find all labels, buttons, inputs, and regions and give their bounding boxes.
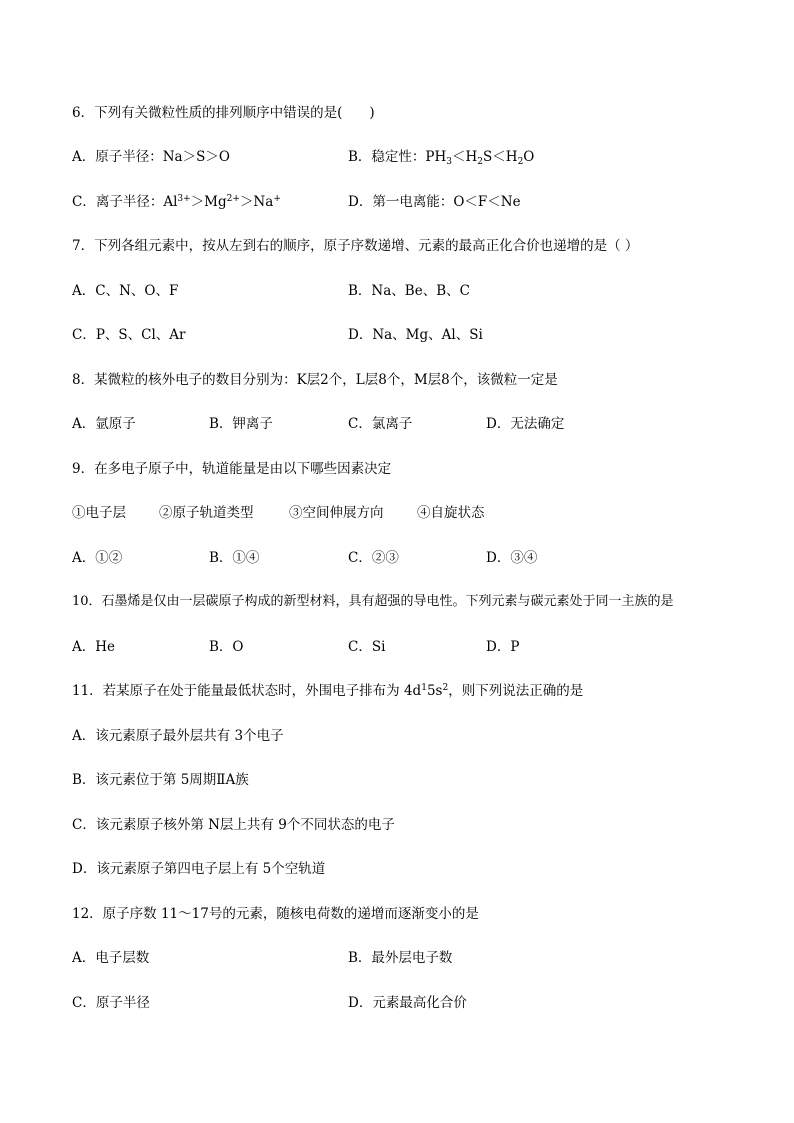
question-10-stem: 10．石墨烯是仅由一层碳原子构成的新型材料，具有超强的导电性。下列元素与碳元素处于同一主族的是	[72, 594, 674, 609]
q7-option-d: D．Na、Mg、Al、Si	[348, 327, 483, 343]
q11-option-b: B．该元素位于第 5周期ⅡA族	[72, 772, 249, 788]
q11-option-a: A．该元素原子最外层共有 3个电子	[72, 728, 284, 744]
question-9-stem: 9．在多电子原子中，轨道能量是由以下哪些因素决定	[72, 461, 392, 477]
q8-option-a: A．氩原子	[72, 416, 136, 432]
question-7-stem: 7．下列各组元素中，按从左到右的顺序，原子序数递增、元素的最高正化合价也递增的是（ ）	[72, 238, 639, 254]
q12-option-d: D．元素最高化合价	[348, 995, 467, 1011]
question-12-stem: 12．原子序数 11～17号的元素，随核电荷数的递增而逐渐变小的是	[72, 906, 479, 922]
q6-option-c: C．离子半径：$Al^{3+}>Mg^{2+}>Na^+$	[72, 194, 281, 210]
question-8-stem: 8．某微粒的核外电子的数目分别为：K层2个，L层8个，M层8个，该微粒一定是	[72, 372, 558, 388]
q7-option-c: C．P、S、Cl、Ar	[72, 327, 186, 343]
q9-factor-2: ②原子轨道类型	[159, 505, 254, 521]
q7-option-a: A．C、N、O、F	[72, 283, 179, 299]
q12-option-a: A．电子层数	[72, 950, 150, 966]
q10-option-d: D．P	[486, 639, 520, 655]
q9-factor-1: ①电子层	[72, 505, 126, 521]
q8-option-c: C．氯离子	[348, 416, 413, 432]
q6-option-d: D．第一电离能：O＜F＜Ne	[348, 194, 521, 210]
question-11-stem: 11．若某原子在处于能量最低状态时，外围电子排布为 $4d^15s^2$，则下列说法正确的是	[72, 683, 584, 699]
q10-option-c: C．Si	[348, 639, 386, 655]
q8-option-d: D．无法确定	[486, 416, 565, 432]
q11-option-c: C．该元素原子核外第 N层上共有 9个不同状态的电子	[72, 817, 395, 833]
q9-factor-4: ④自旋状态	[417, 505, 485, 521]
q8-option-b: B．钾离子	[209, 416, 273, 432]
q9-option-b: B．①④	[209, 550, 260, 566]
q7-option-b: B．Na、Be、B、C	[348, 283, 470, 299]
q11-option-d: D．该元素原子第四电子层上有 5个空轨道	[72, 861, 326, 877]
q9-option-a: A．①②	[72, 550, 123, 566]
q10-option-a: A．He	[72, 639, 116, 655]
q6-option-b: B．稳定性：$PH_3<H_2S<H_2O$	[348, 149, 535, 167]
q12-option-b: B．最外层电子数	[348, 950, 453, 966]
q9-factor-3: ③空间伸展方向	[289, 505, 384, 521]
q12-option-c: C．原子半径	[72, 995, 150, 1011]
q9-option-d: D．③④	[486, 550, 538, 566]
q9-option-c: C．②③	[348, 550, 399, 566]
q6-option-a: A．原子半径：Na＞S＞O	[72, 149, 230, 165]
question-6-stem: 6．下列有关微粒性质的排列顺序中错误的是( )	[72, 105, 375, 121]
q10-option-b: B．O	[209, 639, 244, 655]
